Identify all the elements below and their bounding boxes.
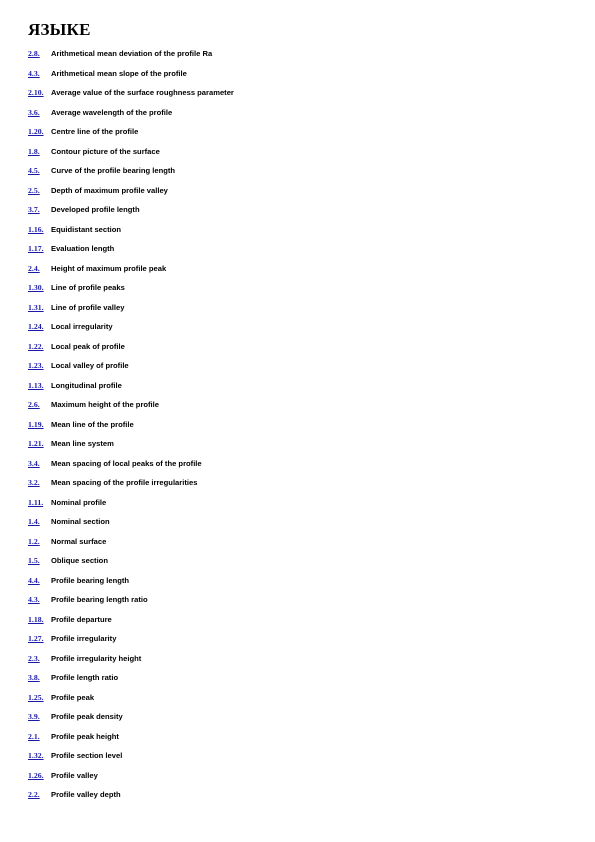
page-heading: ЯЗЫКЕ <box>28 20 91 39</box>
term-label: Profile valley <box>51 770 98 780</box>
section-reference-link[interactable]: 2.3. <box>28 653 40 663</box>
term-label: Local valley of profile <box>51 361 129 370</box>
index-entry <box>28 732 234 752</box>
term-label: Profile peak height <box>51 731 119 741</box>
term-label: Mean spacing of the profile irregularities <box>51 478 198 487</box>
section-reference-link[interactable]: 4.3. <box>28 595 40 604</box>
index-entry <box>28 771 234 791</box>
term-label: Nominal profile <box>51 497 107 507</box>
section-reference-link[interactable]: 2.4. <box>28 263 40 273</box>
section-reference-link[interactable]: 1.5. <box>28 556 40 565</box>
term-label: Nominal section <box>51 517 110 526</box>
section-reference-link[interactable]: 3.2. <box>28 478 40 487</box>
term-label: Curve of the profile bearing length <box>51 166 176 175</box>
section-reference-link[interactable]: 2.6. <box>28 400 40 409</box>
index-entry <box>28 517 234 537</box>
index-entry <box>28 264 234 284</box>
section-reference-link[interactable]: 1.31. <box>28 302 44 312</box>
index-entry <box>28 751 234 771</box>
index-entry <box>28 673 234 693</box>
section-reference-link[interactable]: 1.11. <box>28 497 44 507</box>
index-entry <box>28 283 234 303</box>
term-label: Profile bearing length <box>51 575 130 585</box>
index-entry <box>28 108 234 128</box>
term-label: Depth of maximum profile valley <box>51 185 168 195</box>
index-entry <box>28 634 234 654</box>
section-reference-link[interactable]: 3.8. <box>28 673 40 682</box>
index-entry <box>28 556 234 576</box>
term-label: Profile departure <box>51 614 112 624</box>
section-reference-link[interactable]: 2.5. <box>28 185 40 195</box>
term-label: Normal surface <box>51 536 107 546</box>
term-label: Profile peak <box>51 692 95 702</box>
index-entry <box>28 127 234 147</box>
index-entry <box>28 459 234 479</box>
term-label: Evaluation length <box>51 244 115 253</box>
term-label: Profile peak density <box>51 712 123 721</box>
index-entry <box>28 420 234 440</box>
term-label: Mean line of the profile <box>51 419 134 429</box>
index-entry <box>28 693 234 713</box>
index-entry <box>28 595 234 615</box>
term-label: Profile irregularity <box>51 634 117 643</box>
index-entry <box>28 49 234 69</box>
section-reference-link[interactable]: 1.25. <box>28 692 44 702</box>
index-entry <box>28 498 234 518</box>
section-reference-link[interactable]: 2.10. <box>28 88 44 97</box>
section-reference-link[interactable]: 1.22. <box>28 341 44 351</box>
section-reference-link[interactable]: 2.8. <box>28 49 40 58</box>
index-entry <box>28 478 234 498</box>
index-entry <box>28 166 234 186</box>
index-entry <box>28 712 234 732</box>
term-label: Local peak of profile <box>51 341 125 351</box>
term-label: Mean spacing of local peaks of the profile <box>51 458 202 468</box>
index-entry <box>28 186 234 206</box>
section-reference-link[interactable]: 4.5. <box>28 166 40 175</box>
index-entry <box>28 244 234 264</box>
term-label: Arithmetical mean slope of the profile <box>51 68 187 78</box>
section-reference-link[interactable]: 3.7. <box>28 205 40 214</box>
term-label: Arithmetical mean deviation of the profile Ra <box>51 49 213 58</box>
index-entry <box>28 147 234 167</box>
section-reference-link[interactable]: 1.19. <box>28 419 44 429</box>
term-label: Mean line system <box>51 439 114 448</box>
term-label: Profile bearing length ratio <box>51 595 148 604</box>
section-reference-link[interactable]: 1.18. <box>28 614 44 624</box>
section-reference-link[interactable]: 1.16. <box>28 224 44 234</box>
term-label: Profile section level <box>51 751 123 760</box>
section-reference-link[interactable]: 1.8. <box>28 146 40 156</box>
term-label: Average wavelength of the profile <box>51 107 173 117</box>
section-reference-link[interactable]: 1.27. <box>28 634 44 643</box>
term-label: Profile irregularity height <box>51 653 142 663</box>
index-entry <box>28 537 234 557</box>
index-entry <box>28 322 234 342</box>
term-label: Developed profile length <box>51 205 140 214</box>
term-label: Equidistant section <box>51 224 122 234</box>
index-entry <box>28 381 234 401</box>
term-label: Contour picture of the surface <box>51 146 160 156</box>
index-entry <box>28 225 234 245</box>
term-label: Local irregularity <box>51 322 113 331</box>
term-label: Profile length ratio <box>51 673 119 682</box>
section-reference-link[interactable]: 1.17. <box>28 244 44 253</box>
term-label: Average value of the surface roughness parameter <box>51 88 234 97</box>
section-reference-link[interactable]: 2.1. <box>28 731 40 741</box>
index-entry <box>28 88 234 108</box>
index-entry <box>28 615 234 635</box>
section-reference-link[interactable]: 2.2. <box>28 790 40 799</box>
term-label: Longitudinal profile <box>51 380 122 390</box>
section-reference-link[interactable]: 3.6. <box>28 107 40 117</box>
section-reference-link[interactable]: 1.21. <box>28 439 44 448</box>
term-label: Height of maximum profile peak <box>51 263 167 273</box>
section-reference-link[interactable]: 3.9. <box>28 712 40 721</box>
term-label: Oblique section <box>51 556 108 565</box>
section-reference-link[interactable]: 4.3. <box>28 68 40 78</box>
term-label: Line of profile valley <box>51 302 125 312</box>
section-reference-link[interactable]: 1.24. <box>28 322 44 331</box>
term-label: Line of profile peaks <box>51 283 125 292</box>
index-entry <box>28 69 234 89</box>
index-entry <box>28 342 234 362</box>
section-reference-link[interactable]: 1.32. <box>28 751 44 760</box>
index-entry <box>28 303 234 323</box>
section-reference-link[interactable]: 1.30. <box>28 283 44 292</box>
index-entry <box>28 654 234 674</box>
term-label: Maximum height of the profile <box>51 400 160 409</box>
term-label: Profile valley depth <box>51 790 121 799</box>
section-reference-link[interactable]: 1.13. <box>28 380 44 390</box>
section-reference-link[interactable]: 1.4. <box>28 517 40 526</box>
section-reference-link[interactable]: 1.20. <box>28 127 44 136</box>
index-entry <box>28 400 234 420</box>
index-entry <box>28 205 234 225</box>
term-label: Centre line of the profile <box>51 127 139 136</box>
section-reference-link[interactable]: 4.4. <box>28 575 40 585</box>
index-entry <box>28 361 234 381</box>
section-reference-link[interactable]: 1.23. <box>28 361 44 370</box>
index-entry <box>28 439 234 459</box>
index-entry <box>28 576 234 596</box>
section-reference-link[interactable]: 3.4. <box>28 458 40 468</box>
section-reference-link[interactable]: 1.26. <box>28 770 44 780</box>
index-entry <box>28 790 234 810</box>
section-reference-link[interactable]: 1.2. <box>28 536 40 546</box>
term-index-list <box>28 49 234 810</box>
